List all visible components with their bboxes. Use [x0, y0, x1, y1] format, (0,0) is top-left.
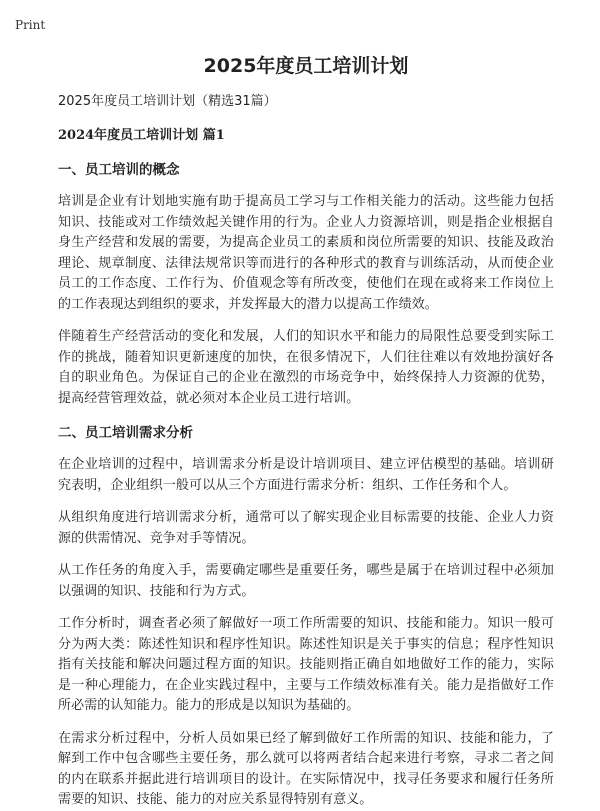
- paragraph: 伴随着生产经营活动的变化和发展，人们的知识水平和能力的局限性总要受到实际工作的挑战，随着知识更新速度的加快，在很多情况下，人们往往难以有效地扮演好各自的职业角色。为保证自己的企业在激烈的市场竞争中，始终保持人力资源的优势，提高经营管理效益，就必须对本企业员工进行培训。: [58, 329, 554, 406]
- document-title: 2025年度员工培训计划: [203, 55, 409, 77]
- paragraph: 工作分析时，调查者必须了解做好一项工作所需要的知识、技能和能力。知识一般可分为两大类：陈述性知识和程序性知识。陈述性知识是关于事实的信息；程序性知识指有关技能和解决问题过程方面的知识。技能则指正确自如地做好工作的能力，实际是一种心理能力，在企业实践过程中，主要与工作绩效标准有关。能力是指做好工作所必需的认知能力。能力的形成是以知识为基础的。: [58, 616, 554, 713]
- paragraph: 从工作任务的角度入手，需要确定哪些是重要任务，哪些是属于在培训过程中必须加以强调的知识、技能和行为方式。: [58, 563, 554, 599]
- paragraph: 在企业培训的过程中，培训需求分析是设计培训项目、建立评估模型的基础。培训研究表明，企业组织一般可以从三个方面进行需求分析：组织、工作任务和个人。: [58, 457, 554, 493]
- print-link[interactable]: Print: [15, 18, 46, 32]
- document-subtitle: 2025年度员工培训计划（精选31篇）: [58, 94, 277, 109]
- paragraph: 培训是企业有计划地实施有助于提高员工学习与工作相关能力的活动。这些能力包括知识、技能或对工作绩效起关键作用的行为。企业人力资源培训，则是指企业根据自身生产经营和发展的需要，为提高企业员工的素质和岗位所需要的知识、技能及政治理论、规章制度、法律法规常识等而进行的各种形式的教育与训练活动，从而使企业员工的工作态度、工作行为、价值观念等有所改变，使他们在现在或将来工作岗位上的工作表现达到组织的要求，并发挥最大的潜力以提高工作绩效。: [58, 194, 554, 312]
- heading-needs-analysis: 二、员工培训需求分析: [58, 425, 193, 441]
- document-page: [58, 44, 554, 811]
- section-title: 2024年度员工培训计划 篇1: [58, 128, 225, 143]
- heading-concept: 一、员工培训的概念: [58, 162, 180, 178]
- paragraph: 在需求分析过程中，分析人员如果已经了解到做好工作所需的知识、技能和能力，了解到工作中包含哪些主要任务，那么就可以将两者结合起来进行考察，寻求二者之间的内在联系并据此进行培训项目的设计。在实际情况中，找寻任务要求和履行任务所需要的知识、技能、能力的对应关系显得特别有意义。: [58, 730, 554, 807]
- paragraph: 从组织角度进行培训需求分析，通常可以了解实现企业目标需要的技能、企业人力资源的供需情况、竞争对手等情况。: [58, 510, 554, 546]
